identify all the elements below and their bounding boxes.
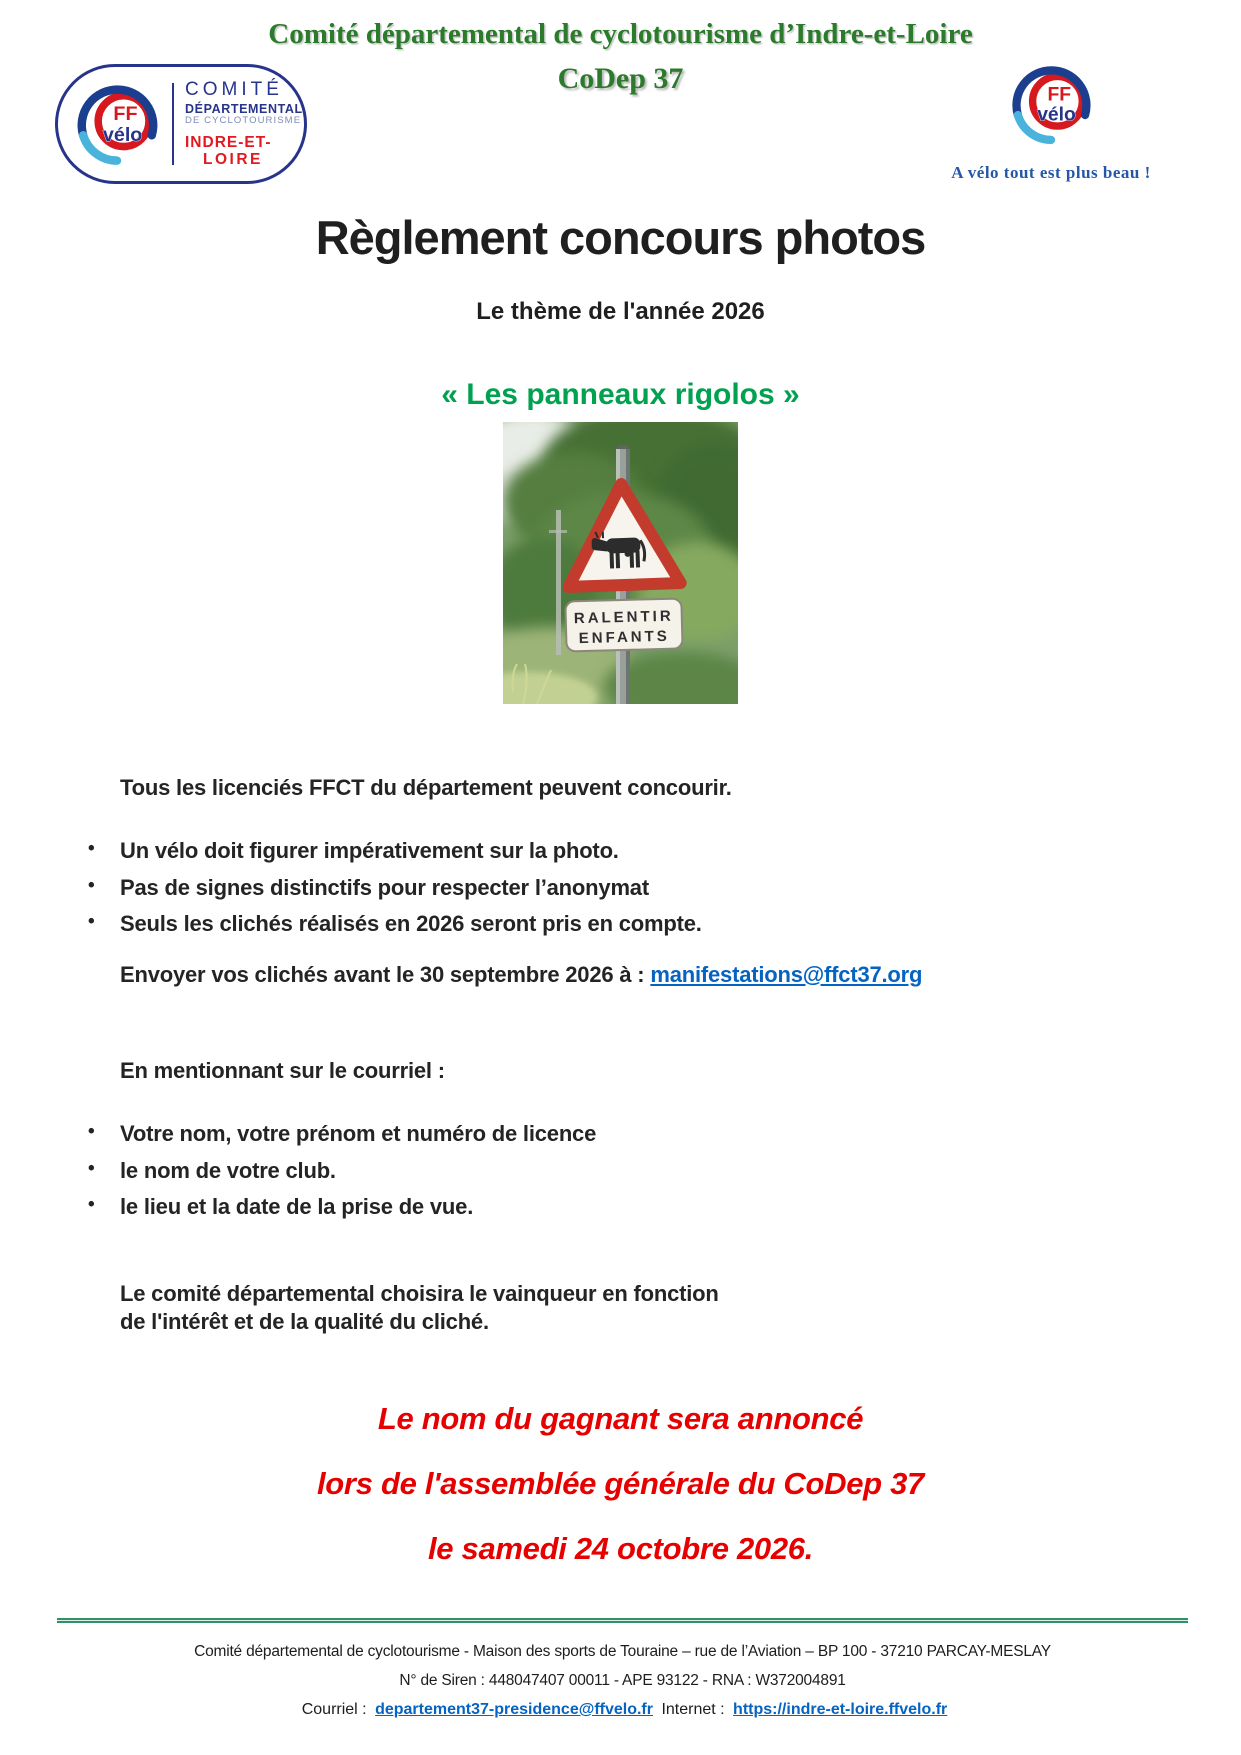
logo-velo-text: vélo [102,123,143,146]
logo-comite: COMITÉ [185,79,283,101]
committee-line-1: Le comité départemental choisira le vainqueur en fonction [120,1280,719,1306]
courriel-link[interactable]: departement37-presidence@ffvelo.fr [375,1701,653,1718]
mention-item-text: le lieu et la date de la prise de vue. [120,1194,474,1220]
logo-loire: LOIRE [203,151,263,169]
rules-list [88,837,1141,939]
logo-de-cyclotourisme: DE CYCLOTOURISME [185,115,302,127]
theme-title: « Les panneaux rigolos » [441,378,800,412]
mention-heading: En mentionnant sur le courriel : [120,1058,445,1084]
footer [57,1618,1188,1719]
mention-item-text: le nom de votre club. [120,1157,336,1183]
page-subtitle: Le thème de l'année 2026 [476,298,765,326]
bullet-icon: • [88,1120,95,1142]
internet-link[interactable]: https://indre-et-loire.ffvelo.fr [733,1701,948,1718]
header [0,0,1241,205]
footer-rule [57,1618,1188,1623]
mention-item-text: Votre nom, votre prénom et numéro de licence [120,1120,597,1146]
mention-item [88,1193,1141,1222]
codep37-logo [55,64,307,184]
logo-indre-et: INDRE-ET- [185,134,272,152]
mention-list [88,1120,1141,1222]
email-link[interactable]: manifestations@ffct37.org [650,961,923,987]
committee-text [120,1280,1141,1337]
internet-label: Internet : [661,1701,725,1718]
rule-item-text: Un vélo doit figurer impérativement sur la photo. [120,837,619,863]
ffvelo-tagline: A vélo tout est plus beau ! [951,163,1151,182]
announcement-line: lors de l'assemblée générale du CoDep 37 [316,1465,924,1501]
ffvelo-roundel-icon [1005,58,1097,150]
ffvelo-roundel-icon [70,77,164,171]
intro-text: Tous les licenciés FFCT du département peuvent concourir. [120,775,732,801]
footer-address: Comité départemental de cyclotourisme - Maison des sports de Touraine – rue de l’Aviation – BP 100 - 37210 PARCAY-MESLAY [194,1643,1051,1660]
rule-item [88,837,1141,866]
bullet-icon: • [88,1157,95,1179]
send-prefix: Envoyer vos clichés avant le 30 septembre 2026 à : [120,961,645,987]
mention-item [88,1157,1141,1186]
footer-contacts [57,1701,1188,1719]
ralentir-enfants-sign [565,599,682,652]
logo-departemental: DÉPARTEMENTAL [185,102,303,117]
rule-item-text: Pas de signes distinctifs pour respecter l’anonymat [120,874,649,900]
rules-content [88,774,1141,1337]
codep-title: CoDep 37 [557,62,684,95]
rule-item [88,910,1141,939]
bullet-icon: • [88,874,95,896]
logo-divider [172,83,174,165]
footer-siren: N° de Siren : 448047407 00011 - APE 93122 - RNA : W372004891 [399,1672,846,1689]
logo-velo-text: vélo [1037,104,1076,126]
bullet-icon: • [88,837,95,859]
bullet-icon: • [88,1194,95,1216]
logo-text-block [185,79,303,169]
courriel-label: Courriel : [301,1701,367,1718]
committee-line-2: de l'intérêt et de la qualité du cliché. [120,1309,489,1335]
page-title: Règlement concours photos [315,211,926,264]
announcement-line: le samedi 24 octobre 2026. [427,1530,814,1566]
announcement-line: Le nom du gagnant sera annoncé [377,1400,864,1436]
sign-text-enfants: ENFANTS [578,628,671,648]
rule-item-text: Seuls les clichés réalisés en 2026 seront pris en compte. [120,911,702,937]
logo-ff-text: FF [113,103,138,126]
org-title: Comité départemental de cyclotourisme d’Indre-et-Loire [268,18,973,50]
send-line [120,961,1141,990]
logo-ff-text: FF [1047,84,1072,106]
sign-text-ralentir: RALENTIR [573,608,674,628]
mention-item [88,1120,1141,1149]
ffvelo-logo [931,58,1171,183]
contest-photo-road-sign [503,422,738,704]
announcement [0,1401,1241,1567]
bullet-icon: • [88,911,95,933]
rule-item [88,874,1141,903]
